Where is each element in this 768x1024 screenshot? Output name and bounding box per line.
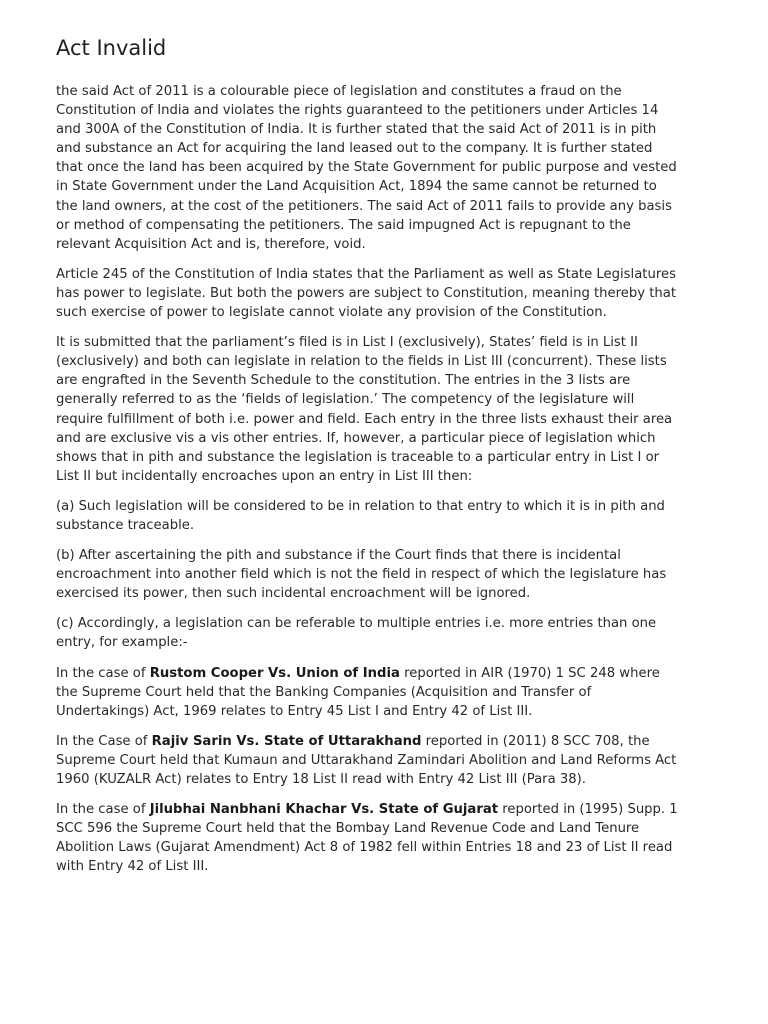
paragraph-lists-fields: It is submitted that the parliament’s filed is in List I (exclusively), States’ field is in List II (exclusively) and both can legislate in relation to the fields in List III (concurrent). These lists are engrafted in the Seventh Schedule to the constitution. The entries in the 3 lists are generally referred to as the ‘fields of legislation.’ The competency of the legislature will require fulfillment of both i.e. power and field. Each entry in the three lists exhaust their area and are exclusive vis a vis other entries. If, however, a particular piece of legislation which shows that in pith and substance the legislation is traceable to a particular entry in List I or List II but incidentally encroaches upon an entry in List III then: [56, 335, 673, 484]
case-paragraph-jilubhai [56, 800, 680, 876]
paragraph-point-a: (a) Such legislation will be considered to be in relation to that entry to which it is in pith and substance traceable. [56, 498, 665, 533]
case-paragraph-rajiv-sarin [56, 732, 680, 789]
paragraph-act-colourable: the said Act of 2011 is a colourable piece of legislation and constitutes a fraud on the Constitution of India and violates the rights guaranteed to the petitioners under Articles 14 and 300A of the Constitution of India. It is further stated that the said Act of 2011 is in pith and substance an Act for acquiring the land leased out to the company. It is further stated that once the land has been acquired by the State Government for public purpose and vested in State Government under the Land Acquisition Act, 1894 the same cannot be returned to the land owners, at the cost of the petitioners. The said Act of 2011 fails to provide any basis or method of compensating the petitioners. The said impugned Act is repugnant to the relevant Acquisition Act and is, therefore, void. [56, 84, 677, 252]
case-name: Rustom Cooper Vs. Union of India [149, 665, 400, 681]
document-page [56, 32, 680, 887]
paragraph-point-b: (b) After ascertaining the pith and substance if the Court finds that there is incidental encroachment into another field which is not the field in respect of which the legislature has exercised its power, then such incidental encroachment will be ignored. [56, 548, 667, 602]
case-prefix: In the case of [56, 802, 150, 818]
case-name: Jilubhai Nanbhani Khachar Vs. State of Gujarat [149, 802, 499, 818]
document-title: Act Invalid [56, 36, 167, 60]
paragraph-article-245: Article 245 of the Constitution of India states that the Parliament as well as State Legislatures has power to legislate. But both the powers are subject to Constitution, meaning thereby that such exercise of power to legislate cannot violate any provision of the Constitution. [56, 266, 677, 321]
paragraph-point-c: (c) Accordingly, a legislation can be referable to multiple entries i.e. more entries than one entry, for example:- [56, 616, 657, 651]
case-prefix: In the Case of [56, 733, 152, 749]
case-text: reported in (2011) 8 SCC 708, the Supreme Court held that Kumaun and Uttarakhand Zamindari Abolition and Land Reforms Act 1960 (KUZALR Act) relates to Entry 18 List II read with Entry 42 List III (Para 38). [56, 733, 677, 787]
case-paragraph-rustom-cooper [56, 664, 680, 721]
case-prefix: In the case of [56, 665, 150, 681]
case-text: reported in AIR (1970) 1 SC 248 where the Supreme Court held that the Banking Companies (Acquisition and Transfer of Undertakings) Act, 1969 relates to Entry 45 List I and Entry 42 of List III. [56, 665, 660, 719]
case-name: Rajiv Sarin Vs. State of Uttarakhand [151, 733, 422, 749]
case-text: reported in (1995) Supp. 1 SCC 596 the Supreme Court held that the Bombay Land Revenue Code and Land Tenure Abolition Laws (Gujarat Amendment) Act 8 of 1982 fell within Entries 18 and 23 of List II read with Entry 42 of List III. [56, 802, 678, 875]
